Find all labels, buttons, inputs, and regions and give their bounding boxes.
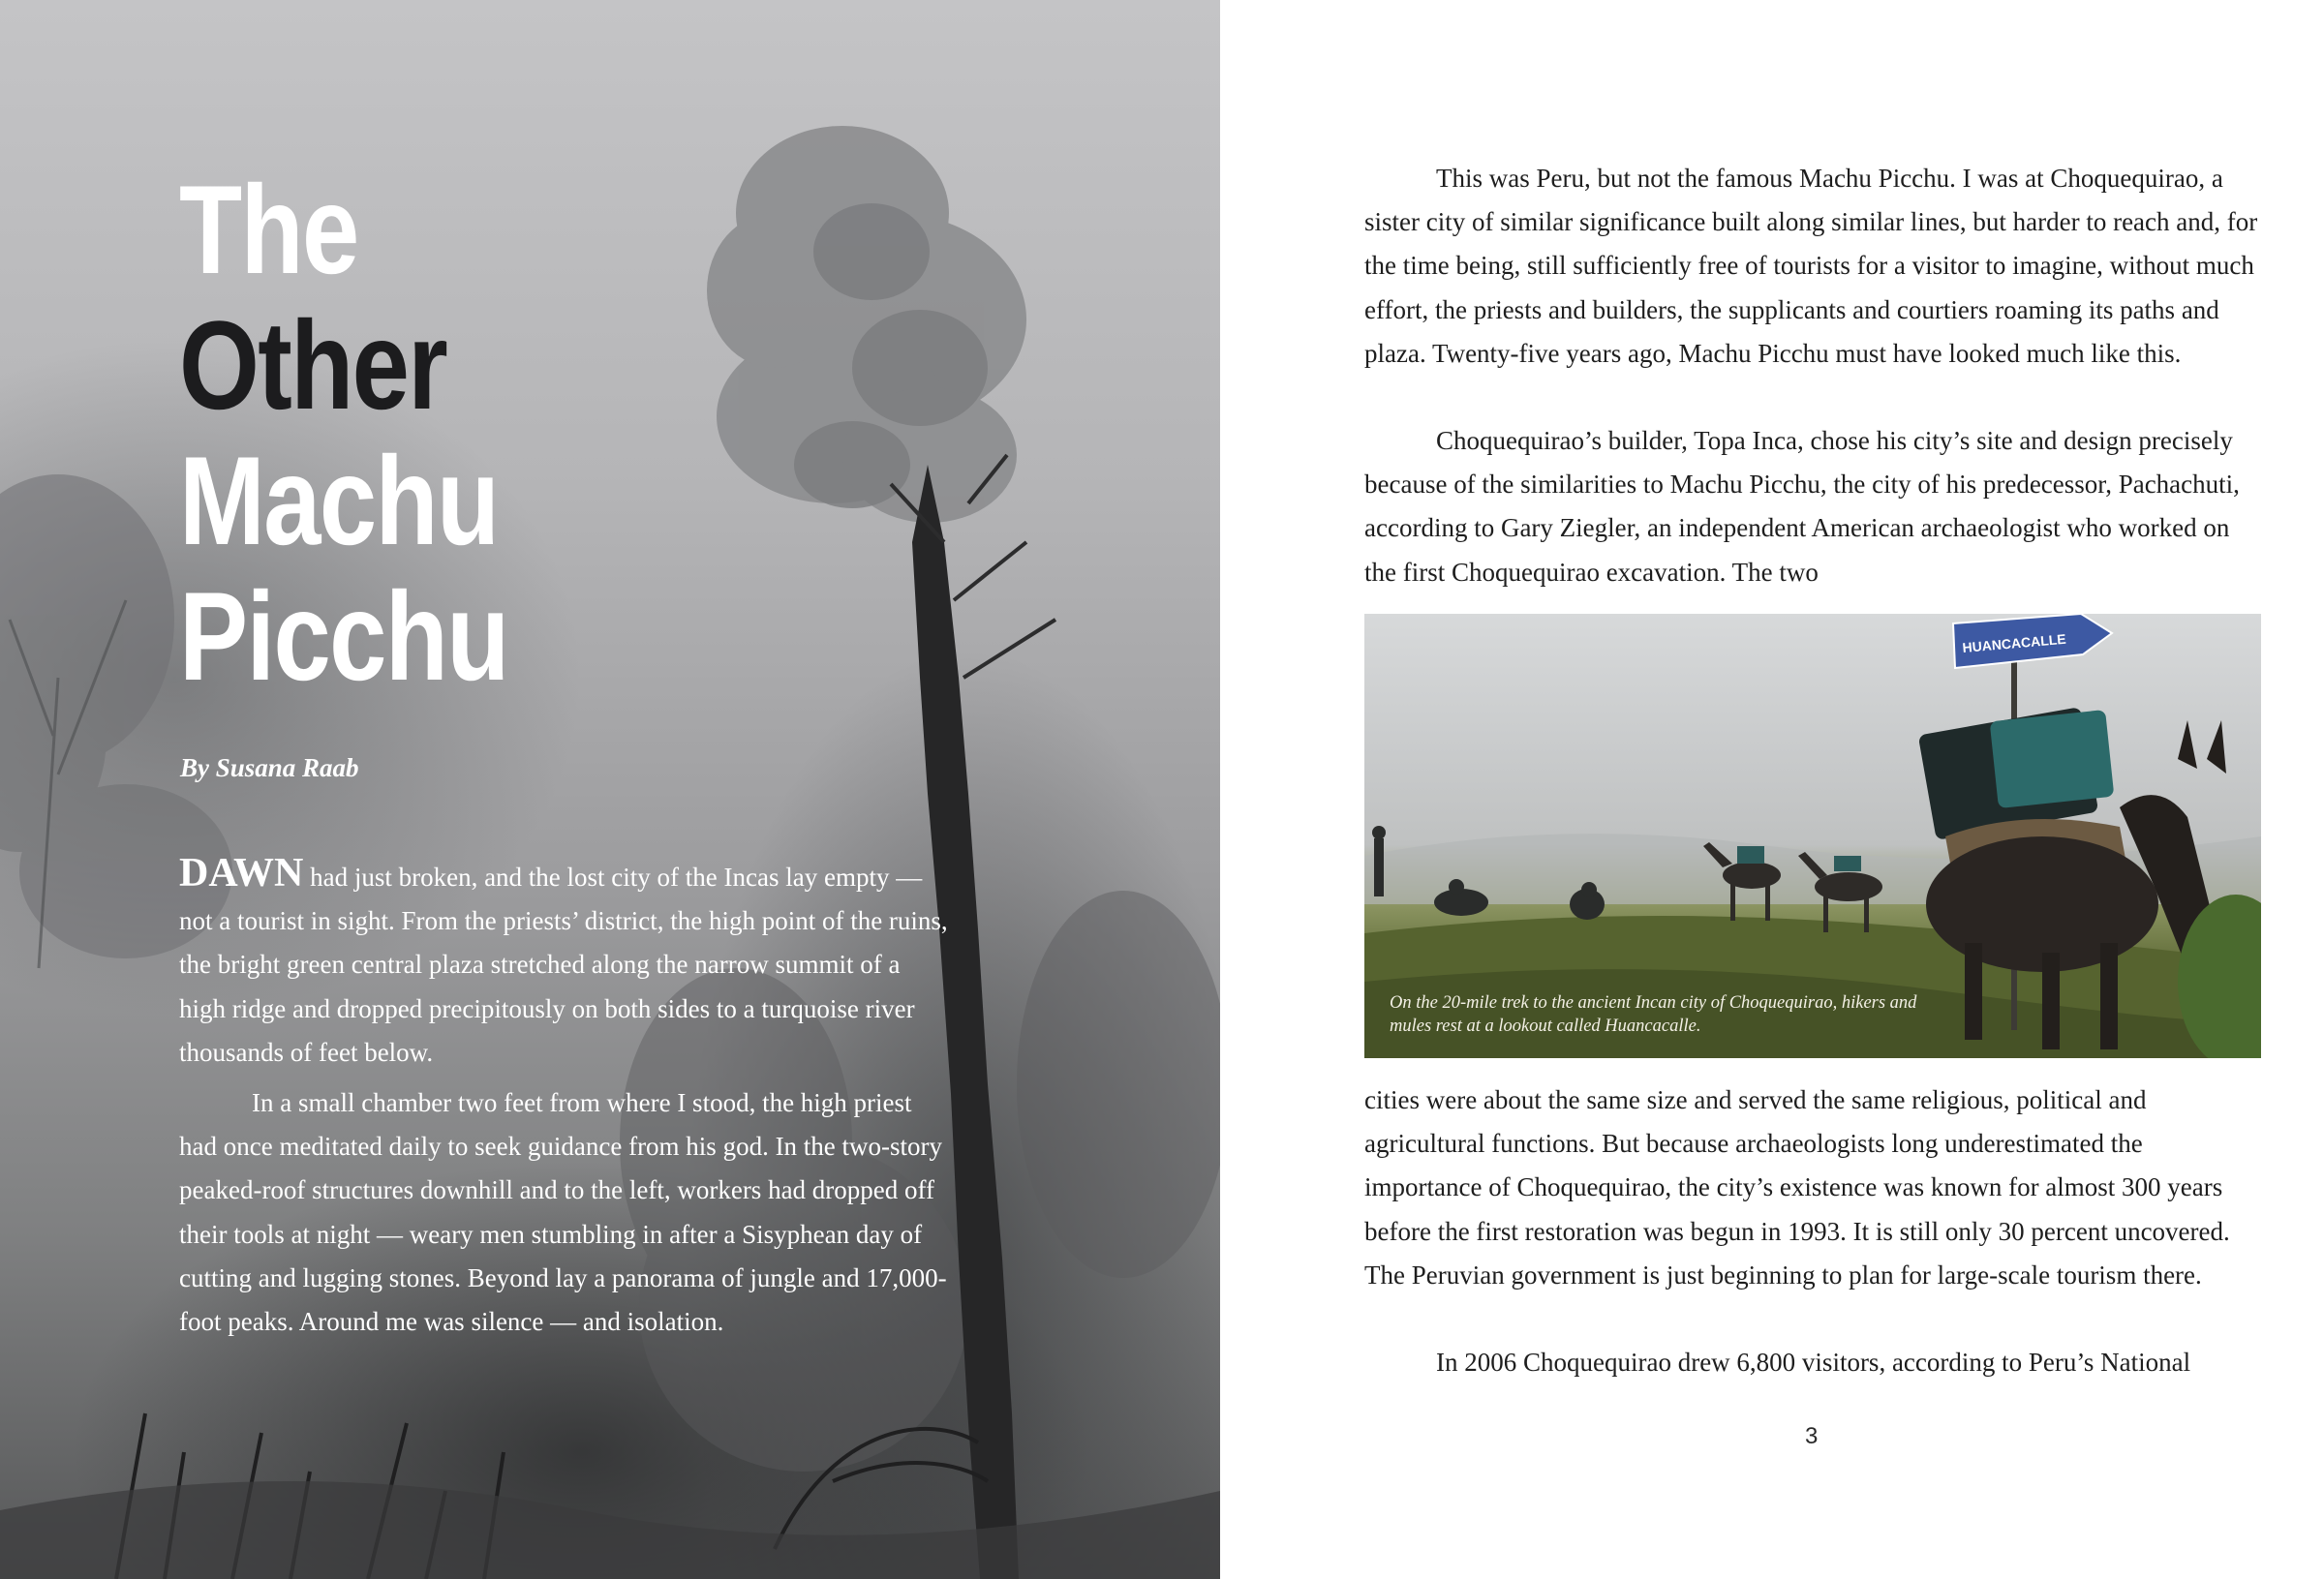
body-paragraph-2: Choquequirao’s builder, Topa Inca, chose his city’s site and design precisely because of the similarities to Machu Picchu, the city of his predecessor, Pachachuti, according to Gary Ziegler, an independent American archaeologist who worked on the first Choquequirao excavation. The two [1364,426,2240,587]
title-line-3: Machu [179,430,499,571]
huancacalle-sign [1953,614,2112,668]
title-line-2: Other [179,294,447,436]
second-paragraph: In a small chamber two feet from where I stood, the high priest had once meditated daily to seek guidance from his god. In the two-story peaked-roof structures downhill and to the left, workers had dropped off their tools at night — weary men stumbling in after a Sisyphean day of cutting and lugging stones. Beyond lay a panorama of jungle and 17,000-foot peaks. Around me was silence — and isolation. [179,1088,947,1337]
body-paragraph-3: cities were about the same size and served the same religious, political and agricultural functions. But because archaeologists long underestimated the importance of Choquequirao, the city’s existence was known for almost 300 years before the first restoration was begun in 1993. It is still only 30 percent uncovered. The Peruvian government is just beginning to plan for large-scale tourism there. [1364,1085,2230,1290]
dropcap-word: DAWN [179,851,304,896]
title-line-4: Picchu [179,565,508,707]
body-paragraph-4: In 2006 Choquequirao drew 6,800 visitors, according to Peru’s National [1436,1348,2191,1377]
photo-caption: On the 20-mile trek to the ancient Incan city of Choquequirao, hikers and mules rest at a lookout called Huancacalle. [1390,993,1917,1036]
opening-paragraph-text: had just broken, and the lost city of the Incas lay empty — not a tourist in sight. From the priests’ district, the high point of the ruins, the bright green central plaza stretched along the narrow summit of a high ridge and dropped precipitously on both sides to a turquoise river thousands of feet below. [179,863,948,1067]
sign-text: HUANCACALLE [1961,630,2067,655]
body-paragraph-1: This was Peru, but not the famous Machu Picchu. I was at Choquequirao, a sister city of similar significance built along similar lines, but harder to reach and, for the time being, still sufficiently free of tourists for a visitor to imagine, without much effort, the priests and builders, the supplicants and courtiers roaming its paths and plaza. Twenty-five years ago, Machu Picchu must have looked much like this. [1364,164,2258,368]
title-line-1: The [179,159,358,300]
mule-photo [1364,614,2261,1058]
opening-paragraph [179,852,949,1075]
page-number: 3 [1805,1423,1819,1449]
author-byline: By Susana Raab [180,753,359,782]
